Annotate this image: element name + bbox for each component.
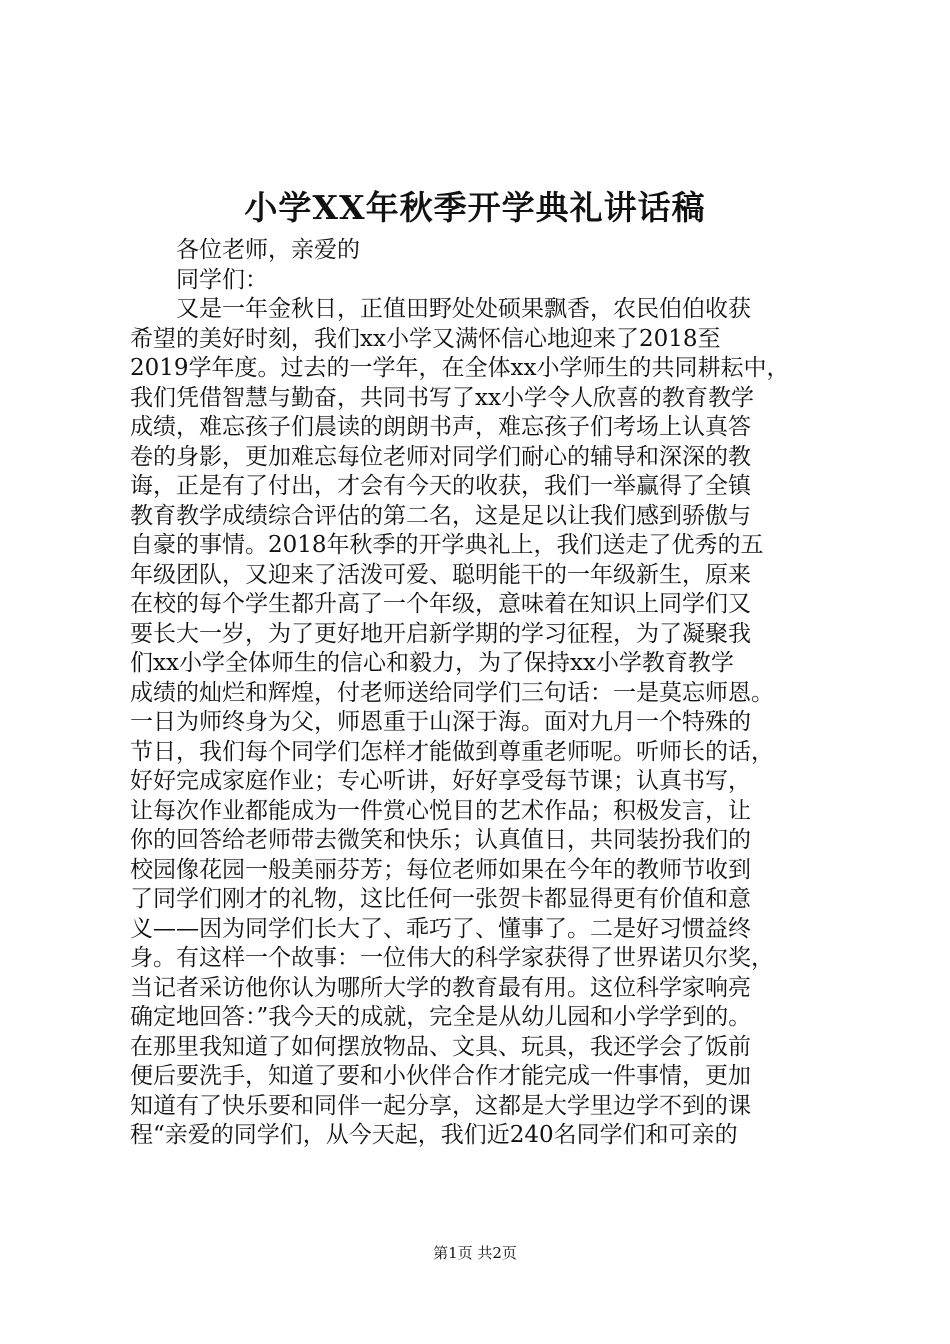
paragraph-line: 了同学们刚才的礼物，这比任何一张贺卡都显得更有价值和意 bbox=[130, 886, 751, 912]
page-number-footer: 第1页 共2页 bbox=[433, 1244, 517, 1262]
document-body bbox=[130, 236, 840, 1151]
paragraph-line: 校园像花园一般美丽芬芳；每位老师如果在今年的教师节收到 bbox=[130, 856, 751, 883]
paragraph-line: 成绩，难忘孩子们晨读的朗朗书声，难忘孩子们考场上认真答 bbox=[130, 414, 751, 440]
paragraph-line: 确定地回答：”我今天的成就，完全是从幼儿园和小学学到的。 bbox=[130, 1004, 752, 1030]
salutation-line: 各位老师，亲爱的 bbox=[176, 237, 360, 263]
paragraph-line: 你的回答给老师带去微笑和快乐；认真值日，共同装扮我们的 bbox=[130, 827, 751, 853]
paragraph-line: 好好完成家庭作业；专心听讲，好好享受每节课；认真书写， bbox=[130, 768, 751, 794]
paragraph-line: 要长大一岁，为了更好地开启新学期的学习征程，为了凝聚我 bbox=[130, 620, 751, 647]
paragraph-line: 们xx小学全体师生的信心和毅力，为了保持xx小学教育教学 bbox=[130, 650, 734, 676]
paragraph-line: 在那里我知道了如何摆放物品、文具、玩具，我还学会了饭前 bbox=[130, 1033, 751, 1060]
document-title: 小学XX年秋季开学典礼讲话稿 bbox=[244, 188, 706, 227]
paragraph-line: 我们凭借智慧与勤奋，共同书写了xx小学令人欣喜的教育教学 bbox=[130, 384, 754, 411]
paragraph-line: 年级团队，又迎来了活泼可爱、聪明能干的一年级新生，原来 bbox=[130, 561, 751, 588]
paragraph-line: 又是一年金秋日，正值田野处处硕果飘香，农民伯伯收获 bbox=[176, 296, 751, 322]
paragraph-line: 希望的美好时刻，我们xx小学又满怀信心地迎来了2018至 bbox=[130, 325, 721, 352]
paragraph-line: 节日，我们每个同学们怎样才能做到尊重老师呢。听师长的话， bbox=[130, 738, 774, 765]
paragraph-line: 自豪的事情。2018年秋季的开学典礼上，我们送走了优秀的五 bbox=[130, 532, 764, 558]
paragraph-line: 教育教学成绩综合评估的第二名，这是足以让我们感到骄傲与 bbox=[130, 502, 751, 529]
salutation-line: 同学们： bbox=[176, 266, 268, 293]
paragraph-line: 当记者采访他你认为哪所大学的教育最有用。这位科学家响亮 bbox=[130, 974, 751, 1001]
paragraph-line: 成绩的灿烂和辉煌，付老师送给同学们三句话：一是莫忘师恩。 bbox=[130, 679, 774, 706]
paragraph-line: 程“亲爱的同学们，从今天起，我们近240名同学们和可亲的 bbox=[130, 1122, 738, 1148]
paragraph-line: 便后要洗手，知道了要和小伙伴合作才能完成一件事情，更加 bbox=[130, 1063, 751, 1089]
paragraph-line: 知道有了快乐要和同伴一起分享，这都是大学里边学不到的课 bbox=[130, 1092, 751, 1119]
paragraph-line: 卷的身影，更加难忘每位老师对同学们耐心的辅导和深深的教 bbox=[130, 443, 751, 470]
paragraph-line: 义——因为同学们长大了、乖巧了、懂事了。二是好习惯益终 bbox=[130, 915, 751, 942]
paragraph-line: 2019学年度。过去的一学年，在全体xx小学师生的共同耕耘中， bbox=[130, 355, 790, 381]
paragraph-line: 一日为师终身为父，师恩重于山深于海。面对九月一个特殊的 bbox=[130, 709, 751, 735]
paragraph-line: 诲，正是有了付出，才会有今天的收获，我们一举赢得了全镇 bbox=[130, 473, 751, 499]
paragraph-line: 身。有这样一个故事：一位伟大的科学家获得了世界诺贝尔奖， bbox=[130, 945, 774, 971]
paragraph-line: 让每次作业都能成为一件赏心悦目的艺术作品；积极发言，让 bbox=[130, 797, 751, 824]
paragraph-line: 在校的每个学生都升高了一个年级，意味着在知识上同学们又 bbox=[130, 591, 751, 617]
